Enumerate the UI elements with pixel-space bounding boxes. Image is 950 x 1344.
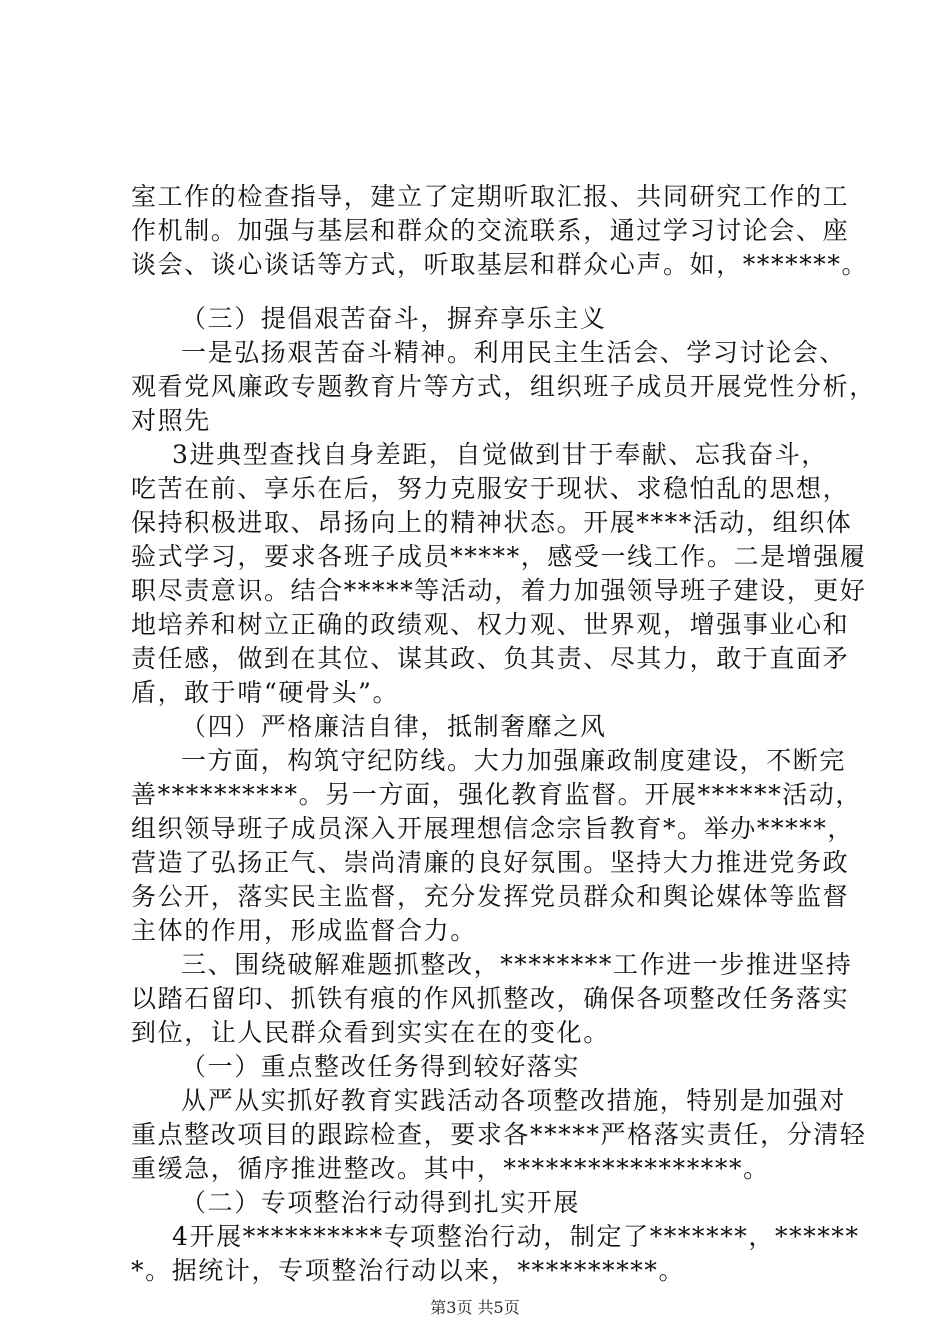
body-text-line: 组织领导班子成员深入开展理想信念宗旨教育*。举办*****， bbox=[131, 814, 855, 843]
section-heading: （二）专项整治行动得到扎实开展 bbox=[181, 1188, 581, 1217]
body-text-line: 重缓急，循序推进整改。其中，*****************。 bbox=[131, 1154, 770, 1183]
body-text-line: 三、围绕破解难题抓整改，********工作进一步推进坚持 bbox=[181, 950, 853, 979]
page-footer: 第3页 共5页 bbox=[430, 1298, 520, 1317]
body-text-line: 4开展**********专项整治行动，制定了*******，****** bbox=[172, 1222, 860, 1251]
body-text-line: *。据统计，专项整治行动以来，**********。 bbox=[131, 1256, 686, 1285]
body-text-line: 重点整改项目的跟踪检查，要求各*****严格落实责任，分清轻 bbox=[131, 1120, 867, 1149]
body-text-line: 验式学习，要求各班子成员*****，感受一线工作。二是增强履 bbox=[131, 542, 867, 571]
body-text-line: 对照先 bbox=[131, 406, 211, 435]
body-text-line: 观看党风廉政专题教育片等方式，组织班子成员开展党性分析， bbox=[131, 372, 876, 401]
body-text-line: 从严从实抓好教育实践活动各项整改措施，特别是加强对 bbox=[181, 1086, 847, 1115]
body-text-line: 吃苦在前、享乐在后，努力克服安于现状、求稳怕乱的思想， bbox=[131, 474, 850, 503]
body-text-line: 保持积极进取、昂扬向上的精神状态。开展****活动，组织体 bbox=[131, 508, 853, 537]
body-text-line: 到位，让人民群众看到实实在在的变化。 bbox=[131, 1018, 610, 1047]
body-text-line: 盾，敢于啃“硬骨头”。 bbox=[131, 678, 400, 707]
body-text-line: 职尽责意识。结合*****等活动，着力加强领导班子建设，更好 bbox=[131, 576, 867, 605]
body-text-line: 室工作的检查指导，建立了定期听取汇报、共同研究工作的工 bbox=[131, 182, 850, 211]
body-text-line: 善**********。另一方面，强化教育监督。开展******活动， bbox=[131, 780, 863, 809]
section-heading: （三）提倡艰苦奋斗，摒弃享乐主义 bbox=[181, 304, 607, 333]
body-text-line: 营造了弘扬正气、崇尚清廉的良好氛围。坚持大力推进党务政 bbox=[131, 848, 850, 877]
body-text-line: 一方面，构筑守纪防线。大力加强廉政制度建设，不断完 bbox=[181, 746, 847, 775]
body-text-line: 一是弘扬艰苦奋斗精神。利用民主生活会、学习讨论会、 bbox=[181, 338, 847, 367]
body-text-line: 地培养和树立正确的政绩观、权力观、世界观，增强事业心和 bbox=[131, 610, 850, 639]
body-text-line: 以踏石留印、抓铁有痕的作风抓整改，确保各项整改任务落实 bbox=[131, 984, 850, 1013]
body-text-line: 责任感，做到在其位、谋其政、负其责、尽其力，敢于直面矛 bbox=[131, 644, 850, 673]
body-text-line: 作机制。加强与基层和群众的交流联系，通过学习讨论会、座 bbox=[131, 216, 850, 245]
body-text-line: 谈会、谈心谈话等方式，听取基层和群众心声。如，*******。 bbox=[131, 250, 869, 279]
body-text-line: 务公开，落实民主监督，充分发挥党员群众和舆论媒体等监督 bbox=[131, 882, 850, 911]
body-text-line: 3进典型查找自身差距，自觉做到甘于奉献、忘我奋斗， bbox=[172, 440, 828, 469]
section-heading: （四）严格廉洁自律，抵制奢靡之风 bbox=[181, 712, 607, 741]
section-heading: （一）重点整改任务得到较好落实 bbox=[181, 1052, 581, 1081]
body-text-line: 主体的作用，形成监督合力。 bbox=[131, 916, 477, 945]
